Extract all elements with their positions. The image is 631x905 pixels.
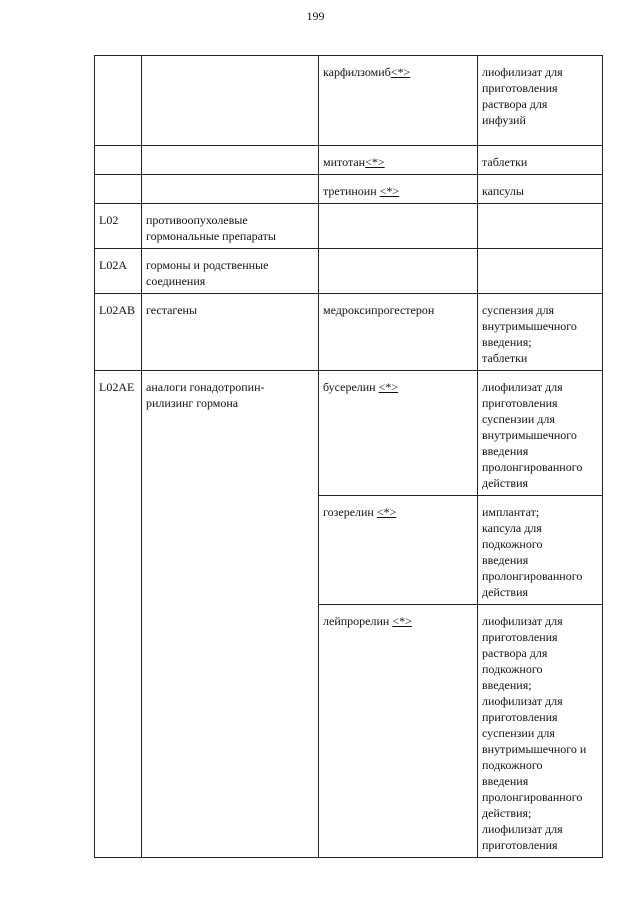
dosage-form-cell — [478, 204, 603, 249]
drug-name: третиноин — [323, 184, 380, 198]
atc-code-cell — [95, 294, 142, 371]
group-name-cell — [142, 204, 319, 249]
dosage-form: лиофилизат для приготовления раствора для инфузий — [482, 65, 563, 127]
drug-name-cell — [319, 294, 478, 371]
dosage-form-cell — [478, 175, 603, 204]
drug-name-cell — [319, 204, 478, 249]
drug-table — [94, 55, 603, 858]
drug-name-cell — [319, 371, 478, 496]
dosage-form: капсулы — [482, 184, 524, 198]
atc-code: L02 — [99, 213, 119, 227]
drug-name-cell — [319, 249, 478, 294]
drug-name: гозерелин — [323, 505, 377, 519]
atc-code: L02AB — [99, 303, 135, 317]
drug-name-cell — [319, 605, 478, 858]
footnote-reference-link[interactable]: <*> — [379, 184, 400, 198]
drug-name: лейпрорелин — [323, 614, 393, 628]
dosage-form-cell — [478, 371, 603, 496]
atc-code-cell — [95, 371, 142, 858]
dosage-form-cell — [478, 294, 603, 371]
atc-code-cell — [95, 146, 142, 175]
dosage-form: лиофилизат для приготовления суспензии для внутримышечного введения пролонгированного действия — [482, 380, 583, 490]
group-name: аналоги гонадотропин- рилизинг гормона — [146, 380, 265, 410]
table-row — [95, 146, 603, 175]
group-name-cell — [142, 249, 319, 294]
group-name: гестагены — [146, 303, 198, 317]
drug-name: карфилзомиб — [323, 65, 391, 79]
footnote-reference-link[interactable]: <*> — [376, 505, 397, 519]
drug-name: медроксипрогестерон — [323, 303, 435, 317]
drug-name-cell — [319, 146, 478, 175]
dosage-form: таблетки — [482, 155, 528, 169]
group-name-cell — [142, 371, 319, 858]
group-name-cell — [142, 56, 319, 146]
page-number: 199 — [306, 9, 325, 23]
dosage-form-cell — [478, 249, 603, 294]
drug-name-cell — [319, 56, 478, 146]
group-name: гормоны и родственные соединения — [146, 258, 269, 288]
drug-name-cell — [319, 496, 478, 605]
table-row — [95, 175, 603, 204]
dosage-form: лиофилизат для приготовления раствора для подкожного введения; лиофилизат для приготовления суспензии для внутримышечного и подкожного введения пролонгированного действия; лиофилизат для приготовления — [482, 614, 587, 852]
table-row — [95, 204, 603, 249]
table-row — [95, 294, 603, 371]
atc-code-cell — [95, 204, 142, 249]
atc-code-cell — [95, 175, 142, 204]
atc-code-cell — [95, 249, 142, 294]
table-row — [95, 371, 603, 496]
footnote-reference-link[interactable]: <*> — [390, 65, 411, 79]
table-row — [95, 249, 603, 294]
dosage-form-cell — [478, 496, 603, 605]
dosage-form-cell — [478, 146, 603, 175]
drug-name: бусерелин — [323, 380, 379, 394]
group-name: противоопухолевые гормональные препараты — [146, 213, 276, 243]
table-row — [95, 56, 603, 146]
group-name-cell — [142, 175, 319, 204]
atc-code-cell — [95, 56, 142, 146]
group-name-cell — [142, 294, 319, 371]
dosage-form-cell — [478, 605, 603, 858]
dosage-form-cell — [478, 56, 603, 146]
group-name-cell — [142, 146, 319, 175]
footnote-reference-link[interactable]: <*> — [365, 155, 385, 169]
footnote-reference-link[interactable]: <*> — [392, 614, 412, 628]
footnote-reference-link[interactable]: <*> — [378, 380, 399, 394]
dosage-form: имплантат; капсула для подкожного введения пролонгированного действия — [482, 505, 583, 599]
dosage-form: суспензия для внутримышечного введения; таблетки — [482, 303, 577, 365]
atc-code: L02A — [99, 258, 127, 272]
drug-name: митотан — [323, 155, 366, 169]
atc-code: L02AE — [99, 380, 135, 394]
drug-name-cell — [319, 175, 478, 204]
